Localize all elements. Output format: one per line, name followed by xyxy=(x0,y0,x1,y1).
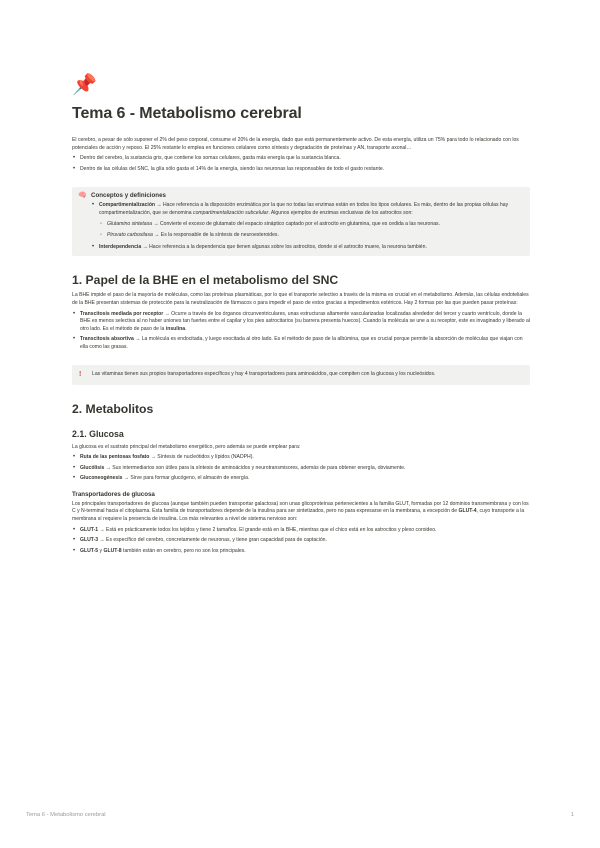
punctuation: . xyxy=(185,325,187,332)
definition-text: → Está en prácticamente todos los tejidos y tiene 2 tamaños. El grande está en la BHE, mientras que el chico está en los astrocitos y plexo coroideo. xyxy=(98,526,437,533)
section-paragraph: La BHE impide el paso de la mayoría de moléculas, como las proteínas plasmáticas, por lo que el transporte selectivo a través de la misma es crucial en el metabolismo. Además, las células endoteliales de la BHE presentan sistemas de protección para la neutralización de fármacos o para impedir el paso de estos gracias a impedimentos estéricos. Hay 2 formas por las que pueden pasar proteínas: xyxy=(72,292,529,306)
pushpin-icon: 📌 xyxy=(72,74,97,96)
section-heading: 2. Metabolitos xyxy=(72,401,154,416)
glut-list xyxy=(72,527,530,556)
concepts-callout xyxy=(72,187,530,256)
list-item xyxy=(72,548,530,556)
glucose-uses-list xyxy=(72,454,530,483)
subsection-heading: 2.1. Glucosa xyxy=(72,428,124,439)
definition-text: → Sirve para formar glucógeno, el almacén de energía. xyxy=(122,475,250,482)
page-number: 1 xyxy=(570,812,574,818)
enzyme-examples-list xyxy=(99,221,524,240)
list-item xyxy=(72,527,530,535)
term: Compartimentalización xyxy=(99,202,156,209)
paragraph-text: , cuyo transporte a la membrana sí requiere la presencia de insulina. Los más relevantes a nivel de sistema nervioso son: xyxy=(72,508,525,523)
term: Glucólisis xyxy=(80,464,105,471)
transporters-heading: Transportadores de glucosa xyxy=(72,490,155,498)
transcytosis-list xyxy=(72,311,530,352)
conjunction: y xyxy=(98,547,104,554)
callout-title: Conceptos y definiciones xyxy=(91,192,166,200)
term: GLUT-5 xyxy=(80,547,99,554)
term: Transcitosis absortiva xyxy=(80,336,134,343)
definition-text: → Es la responsable de la síntesis de neuroesteroides. xyxy=(152,232,279,239)
callout-text: Las vitaminas tienen sus propios transportadores específicos y hay 4 transportadores para aminoácidos, que compiten con la glucosa y los nucleósidos. xyxy=(92,370,436,377)
intro-paragraph: El cerebro, a pesar de sólo suponer el 2% del peso corporal, consume el 20% de la energía, dado que está permanentemente activo. De esta energía, utiliza un 75% para todo lo relacionado con los potenciales de acción y reposo. El 25% restante lo emplea en funciones celulares como síntesis y degradación de proteínas y AN, transporte axonal… xyxy=(72,137,519,151)
page-title: Tema 6 - Metabolismo cerebral xyxy=(72,105,302,122)
term: GLUT-3 xyxy=(80,537,99,544)
list-item xyxy=(72,475,530,483)
term: Interdependencia xyxy=(99,243,142,250)
page-footer xyxy=(26,812,574,818)
list-item: • Dentro del cerebro, la sustancia gris, que contiene los somas celulares, gasta más energía que la sustancia blanca. xyxy=(72,155,530,163)
list-item xyxy=(99,232,524,240)
brain-icon: 🧠 xyxy=(78,192,87,200)
bold-word: GLUT-4 xyxy=(458,508,477,515)
term: Gluconeogénesis xyxy=(80,475,123,482)
list-item xyxy=(72,537,530,545)
concepts-list xyxy=(91,202,524,251)
section-heading: 1. Papel de la BHE en el metabolismo del SNC xyxy=(72,273,339,288)
definition-text: → Hace referencia a la disposición enzimática por la que no todas las enzimas están en todos los tipos celulares. Es más, dentro de las propias células hay compartimentalización, que se denomina xyxy=(99,202,509,216)
list-item xyxy=(72,454,530,462)
paragraph-text: Los principales transportadores de glucosa (aunque también pueden transportar galactosa) son unas glicoproteínas pertenecientes a la familia GLUT, formadas por 12 dominios transmembrana y con los C y N-terminal hacia el citoplasma. Esta familia de transportadores depende de la insulina para ser sintetizados, pero no para expresarse en la membrana, a excepción de xyxy=(72,500,529,515)
list-item xyxy=(72,311,530,334)
list-item: • Dentro de las células del SNC, la glía sólo gasta el 14% de la energía, siendo las neuronas las responsables de todo el gasto restante. xyxy=(72,166,530,174)
transporters-paragraph xyxy=(72,501,530,524)
term: Glutamino sintetasa xyxy=(107,220,153,227)
term: Transcitosis mediada por receptor xyxy=(80,310,164,317)
term: GLUT-8 xyxy=(103,547,122,554)
definition-text: → La molécula es endocitada, y luego exocitada al otro lado. Es el método de paso de la albúmina, que es crucial porque permite la absorción de moléculas que viajan con ella como las grasas. xyxy=(80,336,523,350)
definition-text: → Hace referencia a la dependencia que tienen algunas sobre los astrocitos, donde si el astrocito muere, la neurona también. xyxy=(141,243,427,250)
document-page xyxy=(72,74,530,555)
definition-text: → Sus intermediarios son útiles para la síntesis de aminoácidos y neurotransmisores, además de para obtener energía, obviamente. xyxy=(104,464,406,471)
definition-text: . Algunos ejemplos de enzimas exclusivas de los astrocitos son: xyxy=(268,209,413,216)
list-item xyxy=(72,465,530,473)
definition-text: también están en cerebro, pero no son los principales. xyxy=(121,547,246,554)
bold-word: insulina xyxy=(165,325,186,332)
footer-title: Tema 6 - Metabolismo cerebral xyxy=(26,812,106,818)
vitamins-callout xyxy=(72,365,530,385)
definition-text: → Ocurre a través de los órganos circunventriculares, unas estructuras altamente vascularizadas localizadas alrededor del tercer y cuarto ventrículo, donde la BHE es menos selectiva al no haber uniones tan fuertes entre el capilar y los pies astrocitarios (su barrera presenta huecos). Cuando la molécula se une a su receptor, este es invaginado y liberado al otro lado. Es el método de paso de la xyxy=(80,310,530,332)
term: Ruta de las pentosas fosfato xyxy=(80,454,150,461)
definition-text: → Es específico del cerebro, concretamente de neuronas, y tiene gran capacidad para de captación. xyxy=(98,537,327,544)
intro-bullet-list xyxy=(72,155,530,173)
exclamation-icon: ! xyxy=(79,370,82,378)
list-item xyxy=(91,244,524,252)
term: GLUT-1 xyxy=(80,526,99,533)
list-item xyxy=(91,202,524,239)
italic-term: compartimentalización subcelular xyxy=(193,209,269,216)
definition-text: → Síntesis de nucleótidos y lípidos (NADPH). xyxy=(149,454,254,461)
definition-text: → Convierte el exceso de glutamato del espacio sináptico captado por el astrocito en glutamina, que es cedida a las neuronas. xyxy=(152,220,441,227)
term: Piruvato carboxilasa xyxy=(107,232,153,239)
section-paragraph: La glucosa es el sustrato principal del metabolismo energético, pero además se puede emplear para: xyxy=(72,443,301,450)
list-item xyxy=(99,221,524,229)
list-item xyxy=(72,336,530,351)
